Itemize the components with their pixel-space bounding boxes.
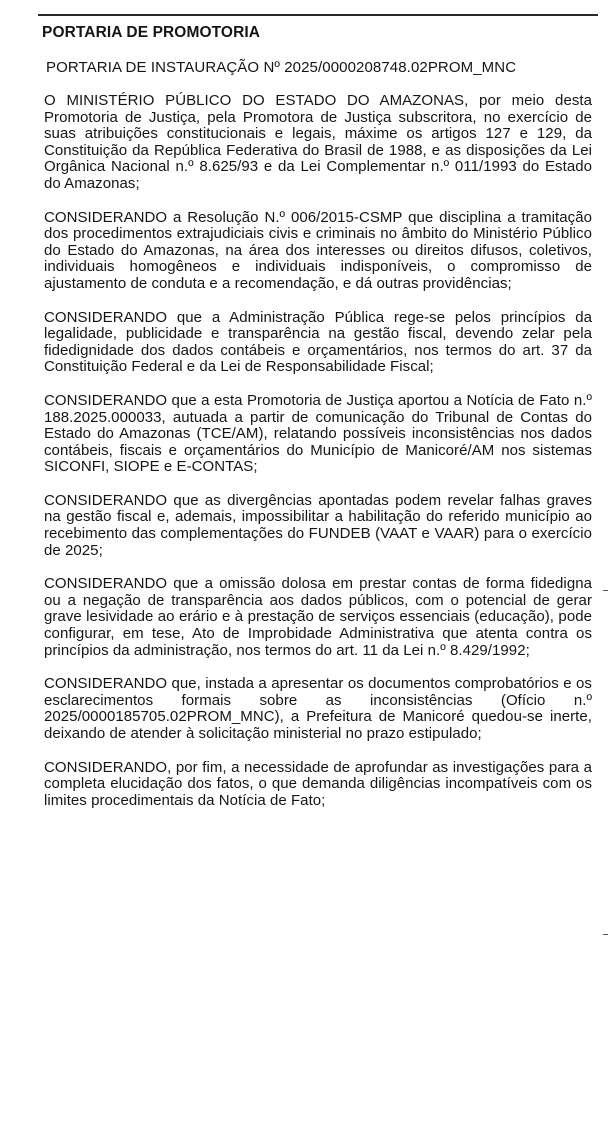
considerando-paragraph: CONSIDERANDO que a omissão dolosa em prestar contas de forma fidedigna ou a negação de transparência aos dados públicos, com o potencial de gerar grave lesividade ao erário e à prestação de serviços essenciais (educação), pode configurar, em tese, Ato de Improbidade Administrativa que atenta contra os princípios da administração, nos termos do art. 11 da Lei n.º 8.429/1992; — [44, 575, 592, 659]
margin-mark — [603, 934, 608, 935]
margin-mark — [603, 590, 608, 591]
document-heading: PORTARIA DE PROMOTORIA — [42, 24, 261, 41]
intro-paragraph: O MINISTÉRIO PÚBLICO DO ESTADO DO AMAZONAS, por meio desta Promotoria de Justiça, pela Promotora de Justiça subscritora, no exercício de suas atribuições constitucionais e legais, máxime os artigos 127 e 129, da Constituição da República Federativa do Brasil de 1988, e as disposições da Lei Orgânica Nacional n.º 8.625/93 e da Lei Complementar n.º 011/1993 do Estado do Amazonas; — [44, 92, 592, 192]
considerando-paragraph: CONSIDERANDO que as divergências apontadas podem revelar falhas graves na gestão fiscal e, ademais, impossibilitar a habilitação do referido município ao recebimento das complementações do FUNDEB (VAAT e VAAR) para o exercício de 2025; — [44, 491, 592, 559]
top-divider — [38, 14, 598, 16]
considerando-paragraph: CONSIDERANDO, por fim, a necessidade de aprofundar as investigações para a completa elucidação dos fatos, o que demanda diligências incompatíveis com os limites procedimentais da Notícia de Fato; — [44, 758, 592, 809]
document-subtitle: PORTARIA DE INSTAURAÇÃO Nº 2025/0000208748.02PROM_MNC — [46, 59, 517, 76]
considerando-paragraph: CONSIDERANDO a Resolução N.º 006/2015-CSMP que disciplina a tramitação dos procedimentos extrajudiciais civis e criminais no âmbito do Ministério Público do Estado do Amazonas, na área dos interesses ou direitos difusos, coletivos, individuais homogêneos e individuais indisponíveis, o compromisso de ajustamento de conduta e a recomendação, e dá outras providências; — [44, 208, 592, 292]
considerando-paragraph: CONSIDERANDO que a esta Promotoria de Justiça aportou a Notícia de Fato n.º 188.2025.000033, autuada a partir de comunicação do Tribunal de Contas do Estado do Amazonas (TCE/AM), relatando possíveis inconsistências nos dados contábeis, fiscais e orçamentários do Município de Manicoré/AM nos sistemas SICONFI, SIOPE e E-CONTAS; — [44, 391, 592, 476]
document-page — [38, 14, 594, 809]
considerando-paragraph: CONSIDERANDO que a Administração Pública rege-se pelos princípios da legalidade, publicidade e transparência na gestão fiscal, devendo zelar pela fidedignidade dos dados contábeis e orçamentários, nos termos do art. 37 da Constituição Federal e da Lei de Responsabilidade Fiscal; — [44, 308, 592, 376]
considerando-paragraph: CONSIDERANDO que, instada a apresentar os documentos comprobatórios e os esclarecimentos formais sobre as inconsistências (Ofício n.º 2025/0000185705.02PROM_MNC), a Prefeitura de Manicoré quedou-se inerte, deixando de atender à solicitação ministerial no prazo estipulado; — [44, 675, 592, 742]
